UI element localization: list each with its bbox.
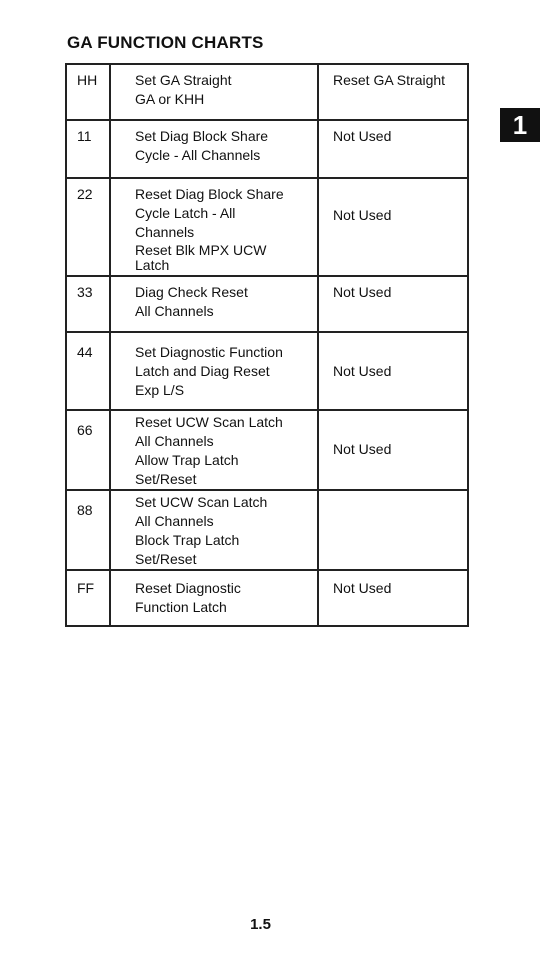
function-chart-table — [65, 63, 469, 627]
description-line: Latch and Diag Reset — [135, 363, 270, 379]
status-text: Not Used — [333, 363, 392, 379]
description-line: Reset Diag Block Share — [135, 186, 284, 202]
function-code: 44 — [77, 344, 93, 360]
code-cell — [66, 570, 110, 626]
description-line: Set Diagnostic Function — [135, 344, 283, 360]
section-tab: 1 — [500, 108, 540, 142]
status-text: Not Used — [333, 284, 392, 300]
description-line: Reset Diagnostic — [135, 580, 241, 596]
description-cell — [110, 332, 318, 410]
page-title: GA FUNCTION CHARTS — [67, 33, 264, 52]
table-row — [66, 120, 468, 178]
description-line: Diag Check Reset — [135, 284, 248, 300]
function-code: HH — [77, 72, 98, 88]
description-line: Exp L/S — [135, 382, 185, 398]
status-text: Not Used — [333, 207, 392, 223]
table-row — [66, 490, 468, 570]
code-cell — [66, 490, 110, 570]
description-cell — [110, 64, 318, 120]
description-cell — [110, 570, 318, 626]
description-line: Set/Reset — [135, 551, 197, 567]
status-cell — [318, 178, 468, 276]
description-line: Function Latch — [135, 599, 227, 615]
function-code: 66 — [77, 422, 93, 438]
code-cell — [66, 410, 110, 490]
description-line: Set Diag Block Share — [135, 128, 269, 144]
function-code: FF — [77, 580, 95, 596]
status-cell — [318, 332, 468, 410]
description-line: All Channels — [135, 303, 214, 319]
description-line: Allow Trap Latch — [135, 452, 239, 468]
status-text: Not Used — [333, 441, 392, 457]
description-cell — [110, 120, 318, 178]
status-cell — [318, 410, 468, 490]
status-cell — [318, 490, 468, 570]
description-line: Cycle Latch - All — [135, 205, 236, 221]
status-cell — [318, 570, 468, 626]
code-cell — [66, 178, 110, 276]
status-cell — [318, 120, 468, 178]
function-code: 11 — [77, 128, 92, 144]
code-cell — [66, 332, 110, 410]
table-row — [66, 276, 468, 332]
description-line: Set UCW Scan Latch — [135, 494, 268, 510]
description-line: Set GA Straight — [135, 72, 232, 88]
status-cell — [318, 276, 468, 332]
description-line: All Channels — [135, 433, 214, 449]
page-number: 1.5 — [250, 916, 271, 933]
function-code: 88 — [77, 502, 93, 518]
description-cell — [110, 276, 318, 332]
code-cell — [66, 120, 110, 178]
description-cell — [110, 410, 318, 490]
description-line: Latch — [135, 257, 170, 273]
description-cell — [110, 178, 318, 276]
table-row — [66, 570, 468, 626]
status-text: Not Used — [333, 128, 392, 144]
description-line: Cycle - All Channels — [135, 147, 261, 163]
table-row — [66, 178, 468, 276]
table-row — [66, 410, 468, 490]
description-line: Set/Reset — [135, 471, 197, 487]
status-text: Reset GA Straight — [333, 72, 446, 88]
description-line: Reset UCW Scan Latch — [135, 414, 283, 430]
code-cell — [66, 64, 110, 120]
function-code: 22 — [77, 186, 93, 202]
description-line: Reset Blk MPX UCW — [135, 242, 267, 258]
description-line: All Channels — [135, 513, 214, 529]
description-line: Channels — [135, 224, 195, 240]
table-row — [66, 332, 468, 410]
status-text: Not Used — [333, 580, 392, 596]
table-row — [66, 64, 468, 120]
function-code: 33 — [77, 284, 93, 300]
code-cell — [66, 276, 110, 332]
description-cell — [110, 490, 318, 570]
status-cell — [318, 64, 468, 120]
description-line: Block Trap Latch — [135, 532, 240, 548]
description-line: GA or KHH — [135, 91, 205, 107]
